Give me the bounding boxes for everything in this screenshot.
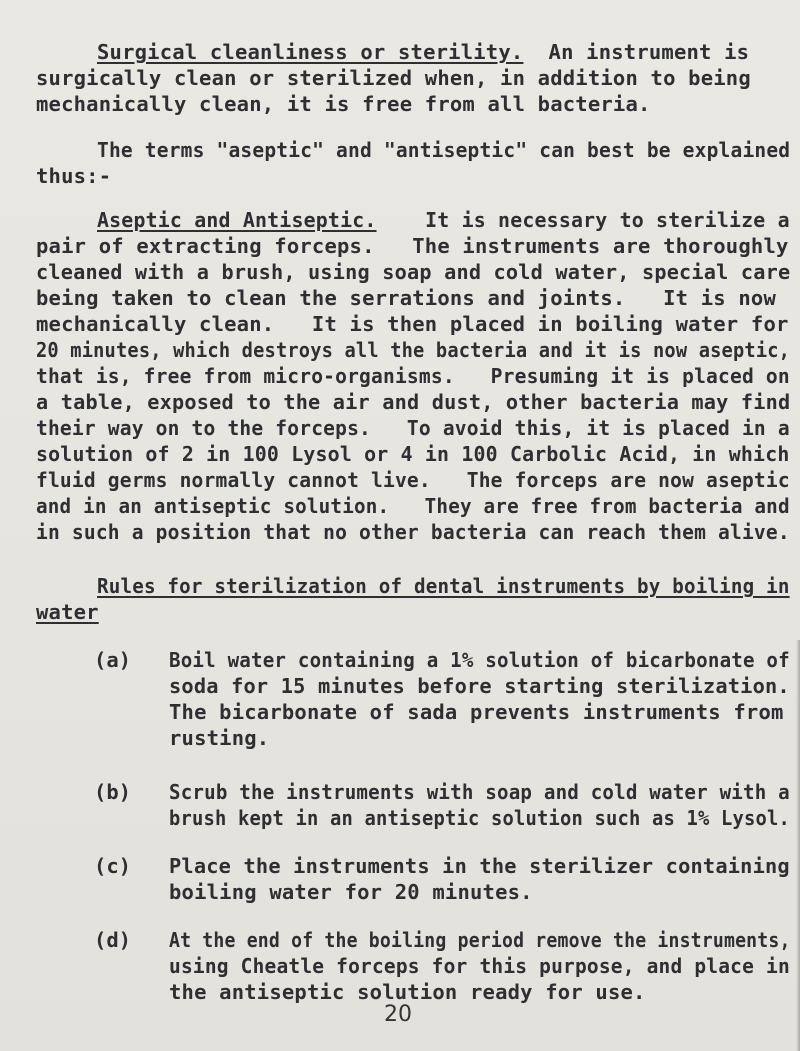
aseptic-line [97, 208, 790, 232]
rule-label: (d) [94, 928, 132, 952]
intro-line: surgically clean or sterilized when, in addition to being [36, 66, 751, 90]
terms-line: thus:- [36, 164, 112, 188]
rule-line: brush kept in an antiseptic solution such as 1% Lysol. [169, 806, 791, 830]
aseptic-line: their way on to the forceps. To avoid this, it is placed in a [36, 416, 790, 440]
intro-line-rest: An instrument is [523, 40, 750, 64]
aseptic-line: 20 minutes, which destroys all the bacteria and it is now aseptic, [36, 338, 791, 362]
rule-line: rusting. [169, 726, 270, 750]
rule-line: the antiseptic solution ready for use. [169, 980, 646, 1004]
terms-line: The terms "aseptic" and "antiseptic" can best be explained [97, 138, 791, 162]
rule-line: boiling water for 20 minutes. [169, 880, 533, 904]
rule-line: The bicarbonate of sada prevents instruments from [169, 700, 784, 724]
intro-heading: Surgical cleanliness or sterility. [97, 40, 524, 64]
intro-line [97, 40, 749, 64]
rule-label: (c) [94, 854, 132, 878]
aseptic-line: a table, exposed to the air and dust, other bacteria may find [36, 390, 791, 414]
rule-label: (a) [94, 648, 132, 672]
aseptic-line: solution of 2 in 100 Lysol or 4 in 100 Carbolic Acid, in which [36, 442, 790, 466]
rules-heading-line: Rules for sterilization of dental instruments by boiling in [97, 574, 790, 598]
rule-label: (b) [94, 780, 132, 804]
page-number: 20 [384, 1002, 412, 1027]
rule-line: At the end of the boiling period remove the instruments, [169, 928, 791, 952]
aseptic-line-rest: It is necessary to sterilize a [425, 208, 790, 232]
intro-line: mechanically clean, it is free from all bacteria. [36, 92, 651, 116]
rule-line: Boil water containing a 1% solution of bicarbonate of [169, 648, 790, 672]
rule-line: Place the instruments in the sterilizer containing [169, 854, 790, 878]
aseptic-line: fluid germs normally cannot live. The forceps are now aseptic [36, 468, 790, 492]
page-edge-shadow [796, 640, 800, 1051]
aseptic-heading: Aseptic and Antiseptic. [97, 208, 377, 232]
rule-line: soda for 15 minutes before starting sterilization. [169, 674, 790, 698]
rules-heading-line: water [36, 600, 99, 624]
aseptic-line: that is, free from micro-organisms. Presuming it is placed on [36, 364, 790, 388]
aseptic-line: and in an antiseptic solution. They are free from bacteria and [36, 494, 790, 518]
rule-line: Scrub the instruments with soap and cold water with a [169, 780, 790, 804]
aseptic-line: cleaned with a brush, using soap and cold water, special care [36, 260, 791, 284]
aseptic-line: being taken to clean the serrations and joints. It is now [36, 286, 776, 310]
aseptic-line: in such a position that no other bacteria can reach them alive. [36, 520, 790, 544]
aseptic-line: pair of extracting forceps. The instruments are thoroughly [36, 234, 789, 258]
rule-line: using Cheatle forceps for this purpose, and place in [169, 954, 790, 978]
aseptic-line: mechanically clean. It is then placed in boiling water for [36, 312, 789, 336]
